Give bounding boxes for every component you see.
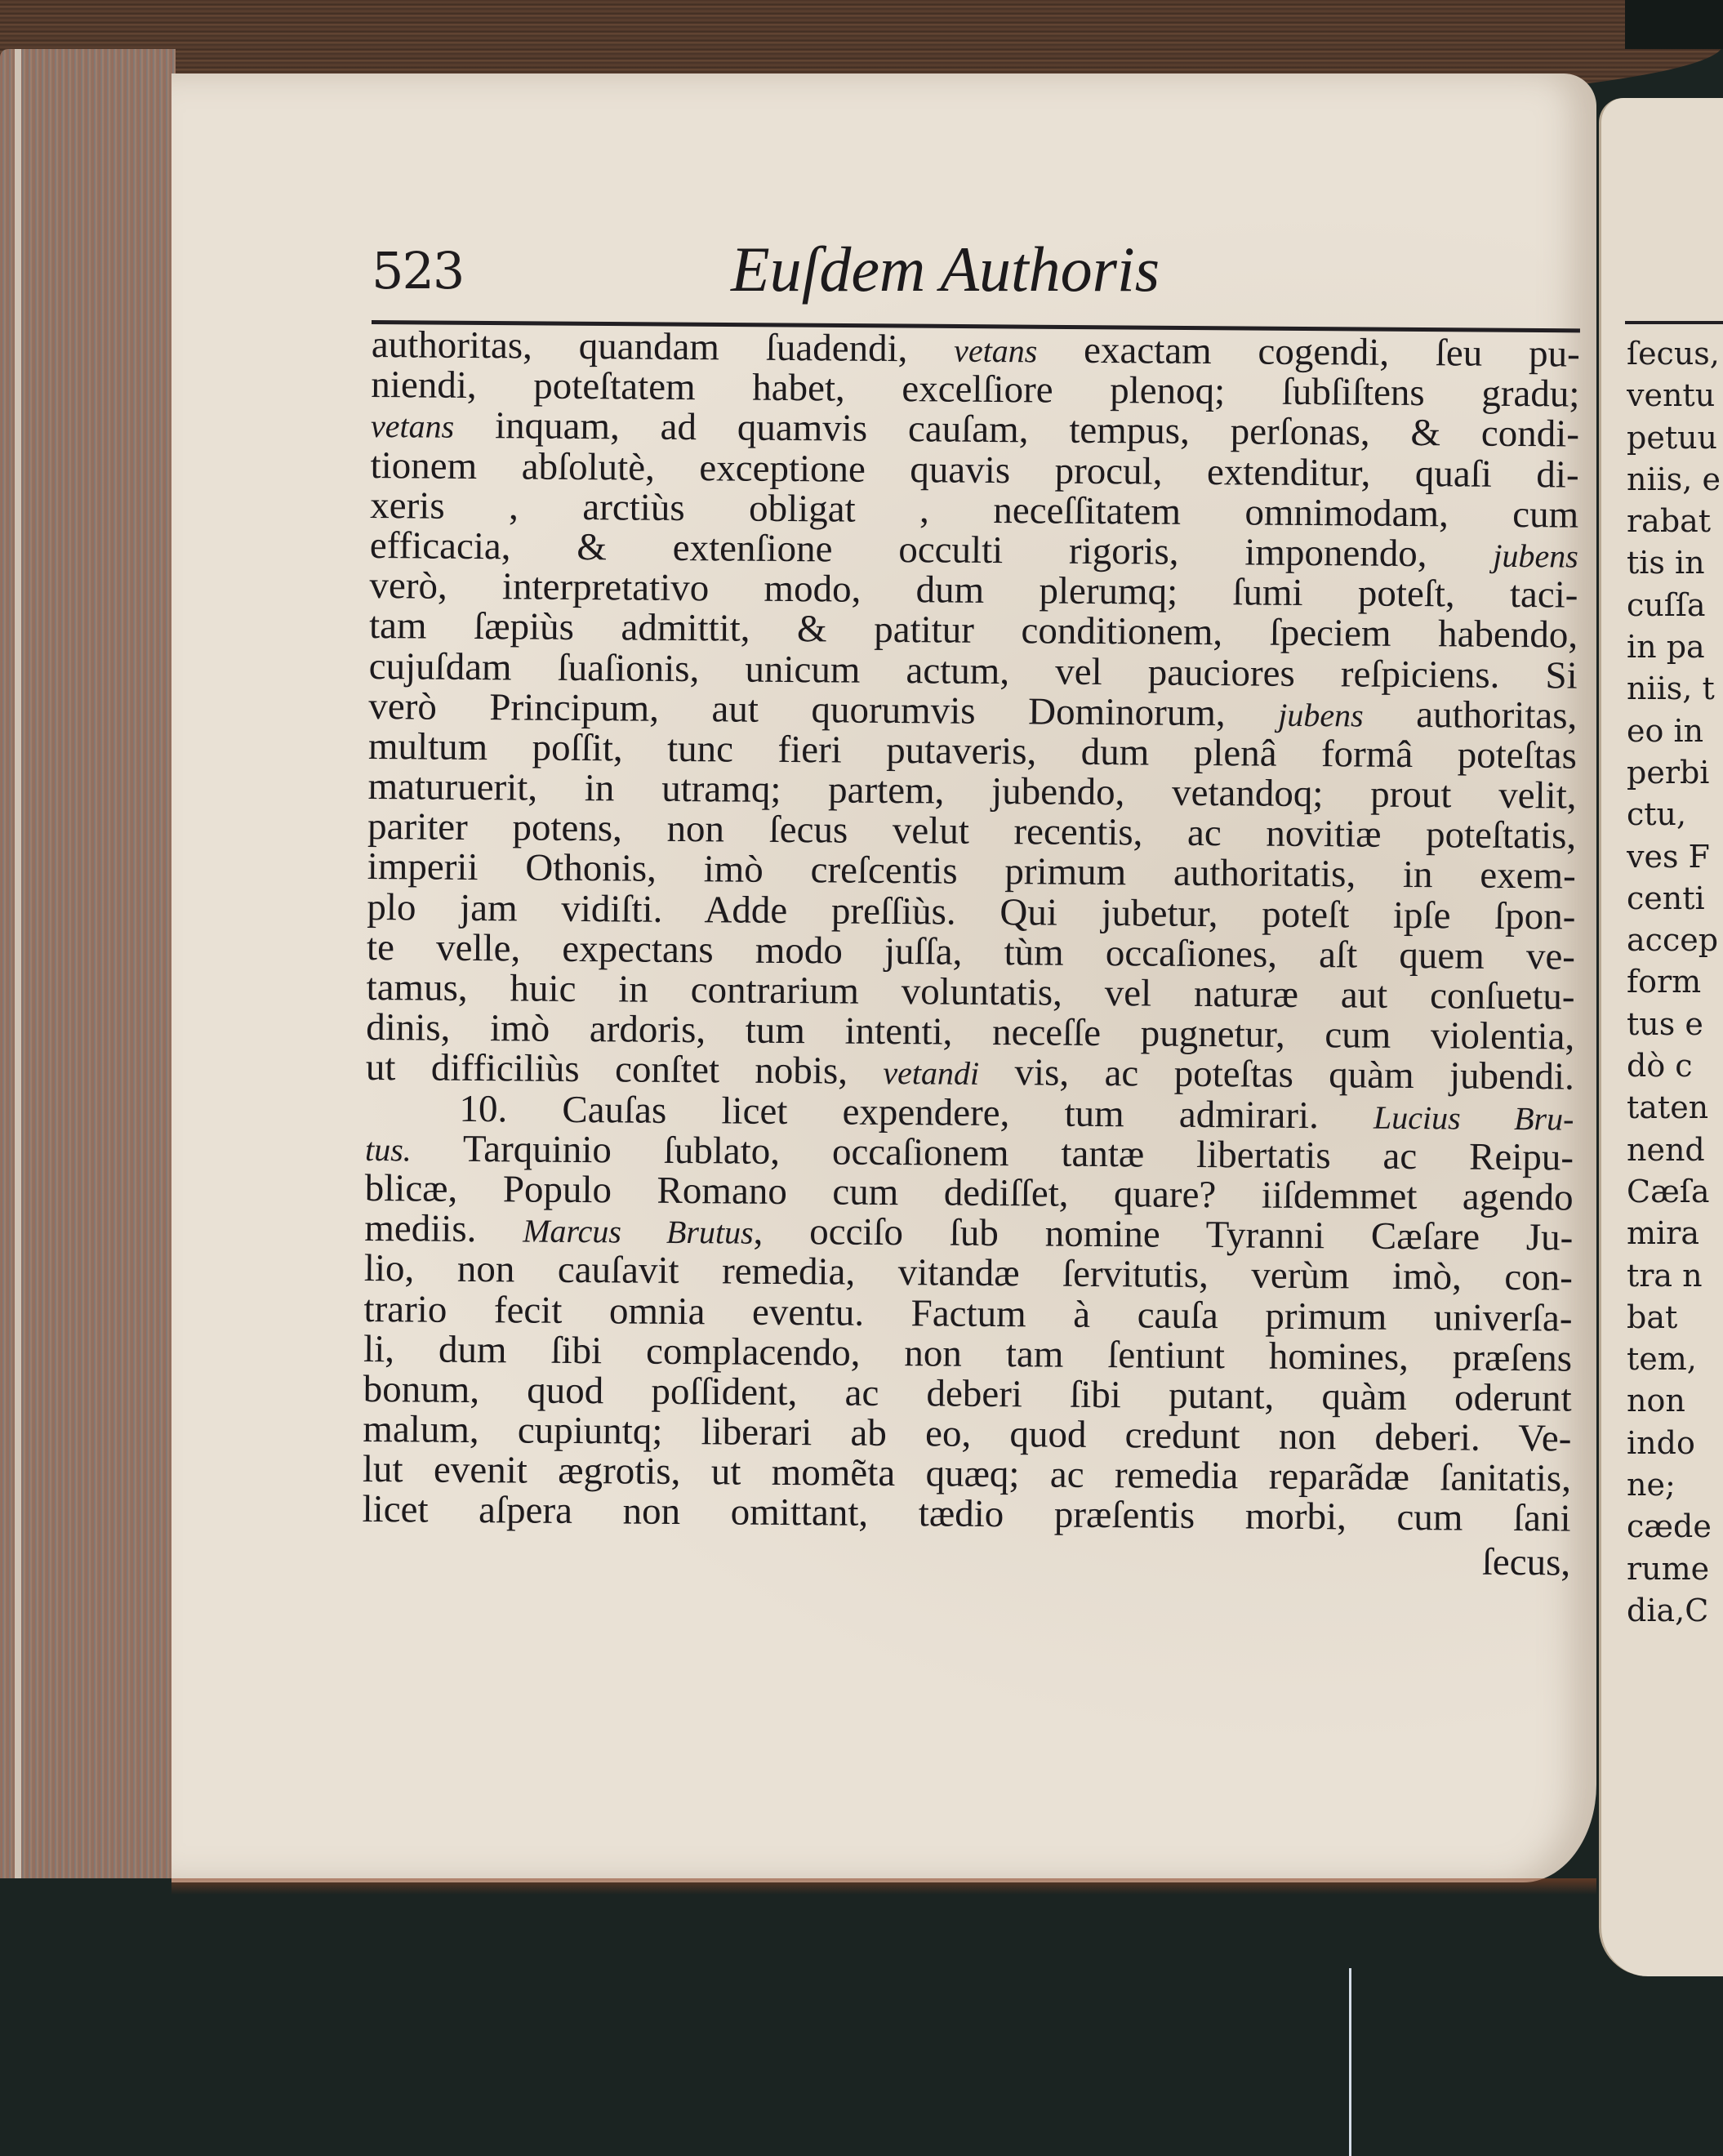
text-run: lut evenit ægrotis, ut momẽta quæq; ac remedia reparãdæ ſanitatis, [362,1448,1572,1500]
facing-page-fragment: form [1627,964,1702,1000]
facing-page-fragment: tem, [1627,1341,1697,1378]
facing-page-text [1627,333,1723,1632]
body-text [362,325,1580,1583]
text-run: tamus, huic in contrarium voluntatis, vel naturæ aut conſuetu- [366,965,1575,1018]
facing-page-fragment: nend [1627,1131,1705,1168]
facing-page-fragment: petuu [1627,419,1718,456]
facing-page-fragment: in pa [1627,629,1705,666]
facing-page-fragment: niis, t [1627,670,1715,707]
text-run: inquam, ad quamvis cauſam, tempus, perſonas, & condi- [454,404,1580,456]
text-run: verò Principum, aut quorumvis Dominorum, [368,684,1279,735]
text-run: blicæ, Populo Romano cum dediſſet, quare? iiſdemmet agendo [364,1166,1574,1219]
page-bottom-edge [171,1878,1596,1895]
text-run: niendi, poteſtatem habet, excelſiore plenoq; ſubſiſtens gradu; [371,363,1580,416]
catchword: ſecus, [1481,1540,1571,1584]
facing-page-fragment: ſecus, [1627,336,1720,372]
text-run: authoritas, [1363,693,1578,737]
text-run: maturuerit, in utramq; partem, jubendo, vetandoq; prout velit, [367,765,1577,817]
text-run: Tarquinio ſublato, occaſionem tantæ libertatis ac Reipu- [411,1127,1574,1179]
facing-page-fragment: accep [1627,922,1719,959]
facing-page-fragment: rabat [1627,503,1712,540]
facing-page-fragment: dò c [1627,1048,1693,1085]
text-run: authoritas, quandam ſuadendi, [371,323,955,371]
facing-page-fragment: tis in [1627,545,1705,581]
text-run: xeris , arctiùs obligat , neceſſitatem omnimodam, cum [370,483,1579,537]
facing-page-fragment: non [1627,1383,1685,1419]
italic-phrase: jubens [1278,696,1364,734]
facing-page-fragment: tus e [1627,1005,1703,1042]
background-corner [1625,0,1723,49]
page-number: 523 [372,241,464,301]
text-run: multum poſſit, tunc fieri putaveris, dum plenâ formâ poteſtas [367,724,1578,777]
facing-page-fragment: ves F [1627,838,1710,875]
text-run: mediis. [364,1207,523,1251]
text-run: bonum, quod poſſident, ac deberi ſibi putant, quàm oderunt [363,1367,1572,1420]
facing-page-fragment: mira [1627,1215,1700,1252]
text-line [362,1490,1570,1539]
text-run: malum, cupiuntq; liberari ab eo, quod credunt non deberi. Ve- [363,1408,1572,1460]
text-run: dinis, imò ardoris, tum intenti, neceſſe pugnetur, cum violentia, [366,1006,1575,1058]
page-stack-edge [0,49,176,1878]
text-run: plo jam vidiſti. Adde preſſiùs. Qui jubetur, poteſt ipſe ſpon- [367,885,1576,938]
edge-highlight [15,49,21,1878]
text-run: tam ſæpiùs admittit, & patitur conditionem, ſpeciem habendo, [368,604,1578,657]
facing-page-fragment: bat [1627,1298,1678,1335]
italic-phrase: jubens [1493,537,1578,575]
text-run: licet aſpera non omittant, tædio præſentis morbi, cum ſani [362,1488,1571,1541]
bookmark-thread [1349,1968,1351,2156]
text-run: 10. Cauſas licet expendere, tum admirari. [459,1087,1374,1138]
facing-page-fragment: dia,C [1627,1592,1709,1628]
italic-phrase: vetans [953,332,1038,370]
facing-page-fragment: ventu [1627,377,1716,414]
italic-phrase: Lucius Bru- [1373,1098,1574,1138]
text-run: lio, non cauſavit remedia, vitandæ ſervitutis, verùm imò, con- [363,1247,1574,1299]
facing-page-fragment: Cæſa [1627,1173,1710,1209]
text-run: exactam cogendi, ſeu pu- [1037,328,1580,376]
italic-phrase: vetans [370,408,455,446]
text-run: ut difficiliùs conſtet nobis, [365,1046,884,1094]
text-run: pariter potens, non ſecus velut recentis, ac novitiæ poteſtatis, [367,805,1577,858]
running-head-title: Euſdem Authoris [731,234,1160,305]
facing-page-rule [1625,321,1723,324]
text-run: efficacia, & extenſione occulti rigoris, imponendo, [369,523,1494,576]
facing-page-fragment: tra n [1627,1257,1703,1294]
text-run: imperii Othonis, imò creſcentis primum authoritatis, in exem- [367,845,1576,898]
facing-page-fragment: centi [1627,880,1705,916]
facing-page-fragment: cuſſa [1627,586,1706,623]
facing-page-fragment: perbi [1627,754,1710,791]
text-run: verò, interpretativo modo, dum plerumq; ſumi poteſt, taci- [369,564,1578,617]
facing-page-fragment: cæde [1627,1508,1712,1545]
text-run: , occiſo ſub nomine Tyranni Cæſare Ju- [753,1209,1574,1259]
facing-page-fragment: ctu, [1627,796,1687,833]
italic-phrase: Marcus Brutus [523,1212,754,1251]
text-run: cujuſdam ſuaſionis, unicum actum, vel pauciores reſpiciens. Si [368,644,1578,697]
running-head [372,233,1580,323]
facing-page-fragment: ne; [1627,1467,1676,1503]
text-run: tionem abſolutè, exceptione quavis procul, extenditur, quaſi di- [370,443,1579,497]
text-run: vis, ac poteſtas quàm jubendi. [978,1051,1575,1098]
facing-page-fragment: eo in [1627,712,1704,749]
text-run: te velle, expectans modo juſſa, tùm occaſiones, aſt quem ve- [366,925,1576,978]
facing-page-fragment: niis, e [1627,461,1721,497]
text-run: trario fecit omnia eventu. Factum à cauſa primum univerſa- [363,1287,1573,1340]
facing-page-fragment: rume [1627,1550,1710,1587]
facing-page-fragment: taten [1627,1089,1709,1126]
text-run: li, dum ſibi complacendo, non tam ſentiunt homines, præſens [363,1327,1573,1380]
italic-phrase: tus. [364,1130,412,1169]
facing-page-fragment: indo [1627,1424,1695,1461]
italic-phrase: vetandi [883,1054,980,1093]
